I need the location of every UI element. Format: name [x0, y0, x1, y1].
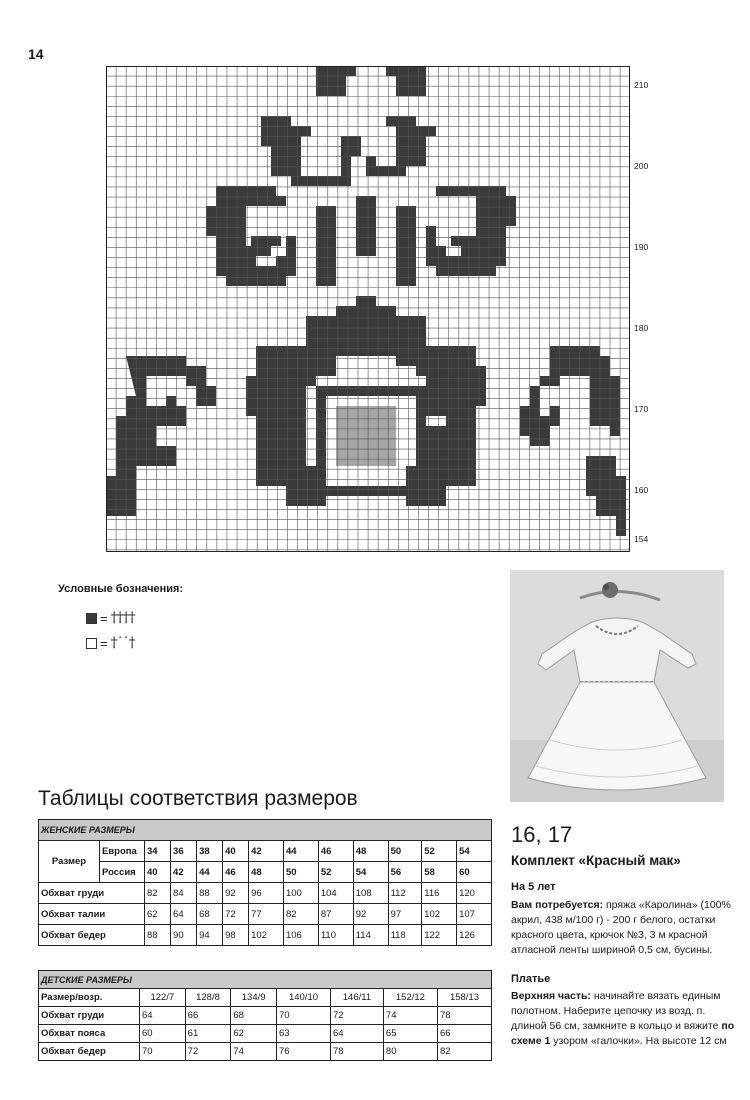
item-title: Комплект «Красный мак»: [511, 853, 681, 868]
row-label-160: 160: [634, 485, 649, 495]
legend-empty-symbol: †˙˙†: [110, 635, 135, 651]
table-row: Обхват талии 62 64 68 72 77 82 87 92 97 102 107: [39, 904, 492, 925]
chart-grid: [106, 66, 630, 552]
filet-chart: [106, 66, 630, 552]
materials-label: Вам потребуется:: [511, 899, 604, 911]
item-number: 16, 17: [511, 822, 573, 847]
size-label: Размер: [39, 841, 100, 883]
europe-label: Европа: [100, 841, 145, 862]
women-size-table: [38, 819, 492, 946]
kids-table-header: ДЕТСКИЕ РАЗМЕРЫ: [39, 971, 492, 989]
table-row: Обхват бедер 88 90 94 98 102 106 110 114 118 122 126: [39, 925, 492, 946]
section-heading-dress: Платье: [511, 973, 551, 985]
row-label-154: 154: [634, 534, 649, 544]
page-number: 14: [28, 46, 44, 62]
equals-sign: =: [100, 635, 108, 651]
top-part-label: Верхняя часть:: [511, 990, 591, 1002]
materials-paragraph: [511, 898, 735, 958]
top-part-text-2: узором «галочки». На высоте 12 см: [550, 1035, 727, 1047]
women-table-header: ЖЕНСКИЕ РАЗМЕРЫ: [39, 820, 492, 841]
russia-label: Россия: [100, 862, 145, 883]
grid-lines: [106, 66, 630, 552]
kids-size-table: [38, 970, 492, 1061]
legend-empty: [86, 635, 135, 651]
row-label-180: 180: [634, 323, 649, 333]
row-label-170: 170: [634, 404, 649, 414]
table-row: Обхват бедер 70 72 74 76 78 80 82: [39, 1043, 492, 1061]
row-label-210: 210: [634, 80, 649, 90]
top-part-scheme: по схеме 1: [511, 1020, 735, 1047]
table-row: Обхват груди 64 66 68 70 72 74 78: [39, 1007, 492, 1025]
top-part-text-1: начинайте вязать единым полотном. Наберите цепочку из возд. п. длиной 56 см, замкните в кольцо и вяжите: [511, 990, 722, 1032]
empty-cell-icon: [86, 638, 97, 649]
row-label-200: 200: [634, 161, 649, 171]
row-label-190: 190: [634, 242, 649, 252]
legend-filled-symbol: ††††: [110, 610, 135, 626]
tables-title: Таблицы соответствия размеров: [38, 787, 358, 810]
legend-title: Условные бозначения:: [58, 583, 184, 595]
legend-filled: [86, 610, 135, 626]
top-part-paragraph: [511, 989, 735, 1049]
materials-text: пряжа «Каролина» (100% акрил, 438 м/100 г) - 200 г белого, остатки красного цвета, крючок №3, 3 м красной атласной ленты шириной 0,5 см, бусины.: [511, 899, 731, 956]
item-size: На 5 лет: [511, 881, 556, 893]
table-row: Обхват груди 82 84 88 92 96 100 104 108 112 116 120: [39, 883, 492, 904]
table-row: Размер Европа 34 36 38 40 42 44 46 48 50 52 54: [39, 841, 492, 862]
table-row: Россия 40 42 44 46 48 50 52 54 56 58 60: [39, 862, 492, 883]
filled-cell-icon: [86, 613, 97, 624]
dress-photo: [510, 570, 724, 802]
equals-sign: =: [100, 610, 108, 626]
table-row: Размер/возр. 122/7 128/8 134/9 140/10 146/11 152/12 158/13: [39, 989, 492, 1007]
table-row: Обхват пояса 60 61 62 63 64 65 66: [39, 1025, 492, 1043]
kids-size-label: Размер/возр.: [39, 989, 140, 1007]
